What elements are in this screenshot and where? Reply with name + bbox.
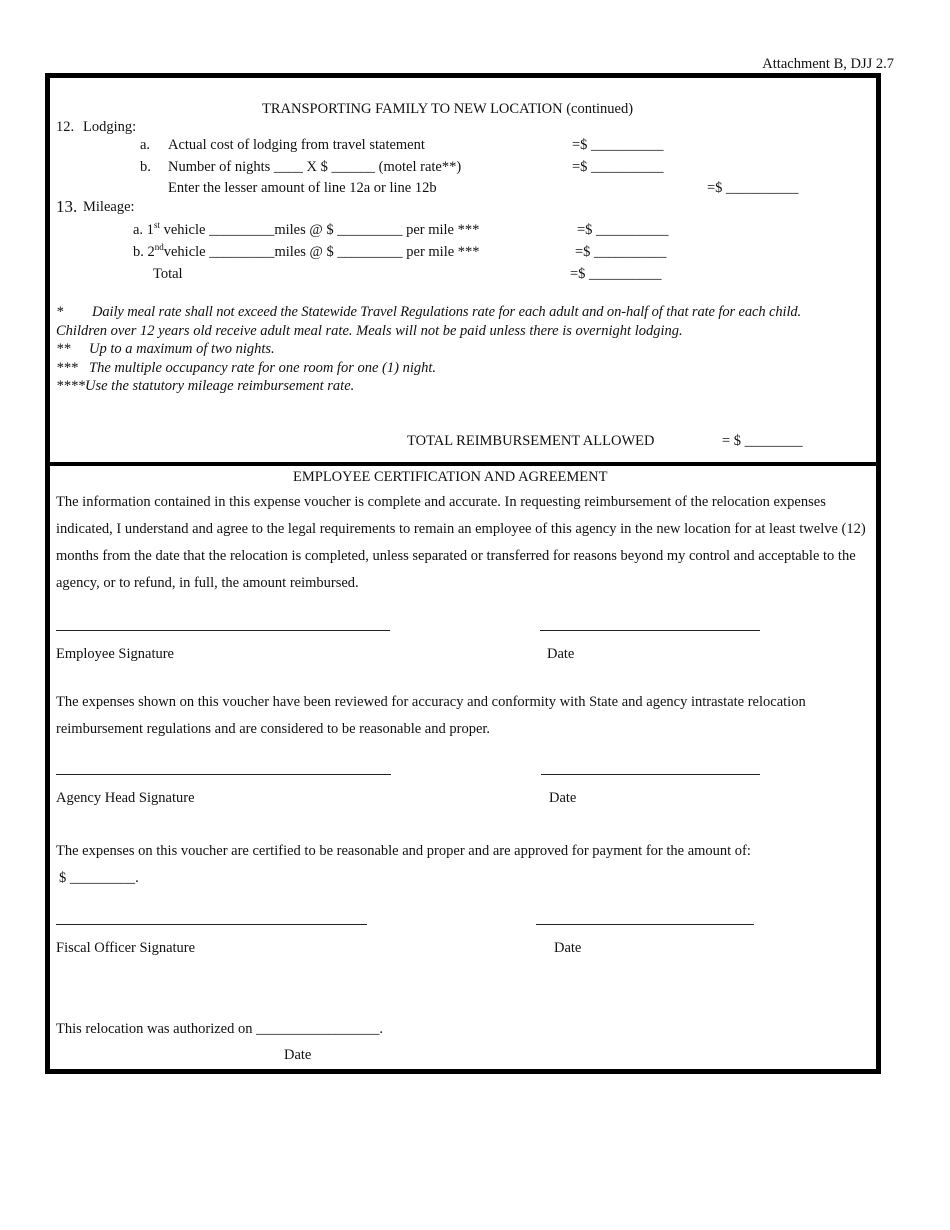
mileage-b-amount[interactable]: =$ __________ [575,244,667,260]
mileage-total-amount[interactable]: =$ __________ [570,266,662,282]
footnote-1-marker: * [56,304,64,320]
lodging-number: 12. [56,119,75,135]
total-reimbursement-label: TOTAL REIMBURSEMENT ALLOWED [407,433,655,449]
fiscal-signature-label: Fiscal Officer Signature [56,940,196,956]
lodging-b-letter: b. [140,159,151,175]
agency-date-line[interactable] [541,774,760,775]
mileage-a-sup: st [153,220,160,231]
agency-signature-label: Agency Head Signature [56,790,195,806]
total-reimbursement-amount[interactable]: = $ ________ [722,433,803,449]
employee-signature-label: Employee Signature [56,646,174,662]
footnote-3-marker: *** [56,360,78,376]
fiscal-signature-line[interactable] [56,924,367,925]
authorized-text[interactable]: This relocation was authorized on _________________. [56,1021,383,1037]
review-text: The expenses shown on this voucher have been reviewed for accuracy and conformity with State and agency intrastate relocation reimbursement regulations and are considered to be reasonable and proper. [56,694,806,737]
agency-date-label: Date [549,790,577,806]
section-divider [50,462,876,466]
lodging-label: Lodging: [83,119,137,135]
employee-date-label: Date [547,646,575,662]
fiscal-date-line[interactable] [536,924,754,925]
mileage-a-text: vehicle _________miles @ $ _________ per mile *** [159,222,480,238]
footnote-3-text: The multiple occupancy rate for one room for one (1) night. [89,360,437,376]
lodging-a-text: Actual cost of lodging from travel statement [168,137,425,153]
certification-title: EMPLOYEE CERTIFICATION AND AGREEMENT [293,469,608,485]
mileage-total-label: Total [153,266,183,282]
employee-signature-line[interactable] [56,630,390,631]
employee-date-line[interactable] [540,630,760,631]
certification-text: The information contained in this expense voucher is complete and accurate. In requesting reimbursement of the relocation expenses indicated, I understand and agree to the legal requirements to remain an employee of this agency in the new location for at least twelve (12) months from the date that the relocation is completed, unless separated or transferred for reasons beyond my control and acceptable to the agency, or to refund, in full, the amount reimbursed. [56,494,866,591]
lodging-a-letter: a. [140,137,151,153]
mileage-label: Mileage: [83,199,135,215]
lodging-b-text[interactable]: Number of nights ____ X $ ______ (motel rate**) [168,159,462,175]
footnote-1-line2: Children over 12 years old receive adult meal rate. Meals will not be paid unless there is overnight lodging. [56,323,683,339]
authorized-date-label: Date [284,1047,312,1063]
certified-text: The expenses on this voucher are certified to be reasonable and proper and are approved for payment for the amount of: [56,843,751,859]
mileage-b-sup: nd [154,242,164,253]
mileage-a-line[interactable] [133,222,479,239]
lodging-b-amount[interactable]: =$ __________ [572,159,664,175]
mileage-b-text: vehicle _________miles @ $ _________ per mile *** [163,244,480,260]
footnote-4-text: ****Use the statutory mileage reimbursement rate. [56,378,355,394]
lodging-lesser-text: Enter the lesser amount of line 12a or line 12b [168,180,437,196]
footnote-1-line1: Daily meal rate shall not exceed the Statewide Travel Regulations rate for each adult and on-half of that rate for each child. [92,304,802,320]
attachment-label: Attachment B, DJJ 2.7 [762,56,894,72]
lodging-a-amount[interactable]: =$ __________ [572,137,664,153]
form-frame [45,73,881,1074]
mileage-number: 13. [56,197,78,216]
mileage-b-line[interactable] [133,244,480,261]
agency-signature-line[interactable] [56,774,391,775]
section-title: TRANSPORTING FAMILY TO NEW LOCATION (continued) [262,101,634,117]
footnote-2-text: Up to a maximum of two nights. [89,341,275,357]
mileage-a-prefix: a. 1 [133,222,154,238]
fiscal-date-label: Date [554,940,582,956]
mileage-a-amount[interactable]: =$ __________ [577,222,669,238]
certified-amount[interactable]: $ _________. [59,870,139,886]
mileage-b-prefix: b. 2 [133,244,155,260]
lodging-lesser-amount[interactable]: =$ __________ [707,180,799,196]
footnote-2-marker: ** [56,341,71,357]
